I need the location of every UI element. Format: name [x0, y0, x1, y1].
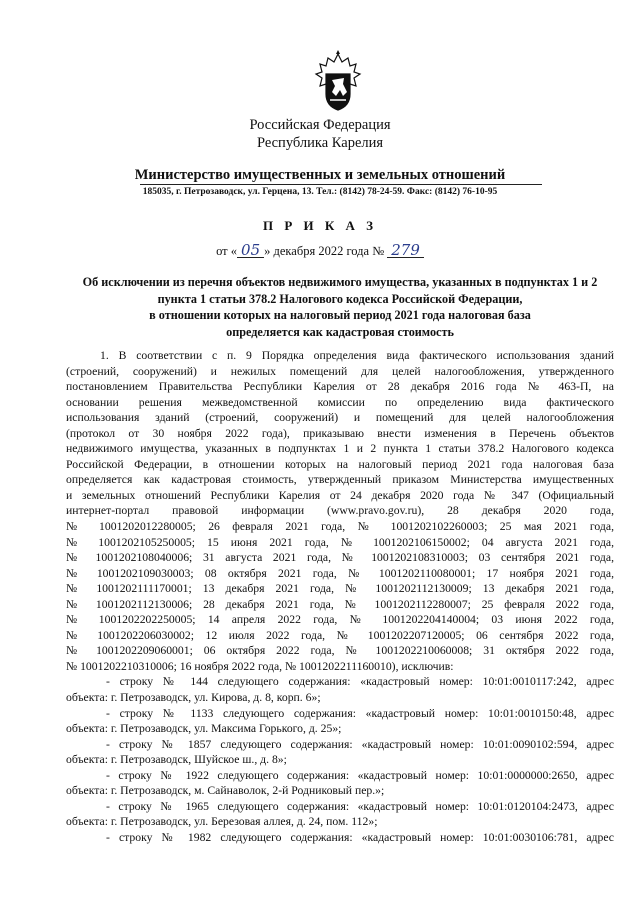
subject-line: в отношении которых на налоговый период 2021 года налоговая база [149, 308, 531, 322]
ministry-name: Министерство имущественных и земельных отношений [134, 167, 506, 183]
body-line: № 1001202109030003; 08 октября 2021 года, № 1001202110080001; 17 ноября 2021 года, [66, 566, 614, 580]
date-middle: » декабря 2022 года № [264, 244, 385, 258]
body-line: № 1001202112130006; 28 декабря 2021 года, № 1001202112280007; 25 февраля 2022 года, [66, 597, 614, 611]
body-line: № 1001202111170001; 13 декабря 2021 года, № 1001202112130009; 13 декабря 2021 года, [66, 582, 614, 596]
subject-line: Об исключении из перечня объектов недвижимого имущества, указанных в подпунктах 1 и 2 [82, 275, 598, 289]
body-line: Российской Федерации, в отношении которых на налоговый период 2021 года налоговая база [66, 457, 614, 471]
body-line: интернет-портал правовой информации (www.pravo.gov.ru), 28 декабря 2020 года, [66, 504, 614, 518]
body-line: основании решения межведомственной комиссии по определению вида фактического [66, 395, 614, 409]
body-line: определяется как кадастровая стоимость, утвержденный приказом Министерства имущественных [66, 473, 614, 487]
body-line: 1. В соответствии с п. 9 Порядка определения вида фактического использования зданий [100, 349, 614, 362]
body-line: № 1001202206030002; 12 июля 2022 года, № 1001202207120005; 06 сентября 2022 года, [66, 628, 614, 642]
body-line: (протокол от 30 ноября 2022 года), приказываю внести изменения в Перечень объектов [66, 426, 614, 440]
body-line: № 1001202210310006; 16 ноября 2022 года, № 1001202211160010), исключив: [66, 659, 454, 673]
exclusion-item: - строку № 144 следующего содержания: «кадастровый номер: 10:01:0010117:242, адрес [106, 675, 614, 689]
exclusion-item: - строку № 1982 следующего содержания: «кадастровый номер: 10:01:0030106:781, адрес [106, 830, 614, 844]
body-line: № 1001202108040006; 31 августа 2021 года, № 1001202108310003; 03 сентября 2021 года, [66, 551, 614, 565]
exclusion-item: - строку № 1922 следующего содержания: «кадастровый номер: 10:01:0000000:2650, адрес [106, 768, 614, 782]
exclusion-item: - строку № 1965 следующего содержания: «кадастровый номер: 10:01:0120104:2473, адрес [106, 799, 614, 813]
handwritten-day: 05 [237, 244, 264, 258]
body-line: и земельных отношений Республики Карелия от 24 декабря 2020 года № 347 (Официальный [66, 488, 614, 502]
subject-line: пункта 1 статьи 378.2 Налогового кодекса Российской Федерации, [157, 291, 523, 306]
country-name: Российская Федерация [249, 117, 391, 133]
exclusion-item-address: объекта: г. Петрозаводск, м. Сайнаволок, 2-й Родниковый пер.»; [66, 784, 385, 798]
header-divider [140, 184, 542, 185]
document-type-title: П Р И К А З [262, 218, 378, 233]
exclusion-item: - строку № 1857 следующего содержания: «кадастровый номер: 10:01:0090102:594, адрес [106, 737, 614, 751]
ministry-address: 185035, г. Петрозаводск, ул. Герцена, 13. Тел.: (8142) 78-24-59. Факс: (8142) 76-10-95 [142, 187, 498, 197]
body-line: постановлением Правительства Республики Карелия от 28 декабря 2016 года № 463-П, на [66, 380, 614, 394]
handwritten-order-number: 279 [387, 244, 424, 258]
exclusion-item-address: объекта: г. Петрозаводск, Шуйское ш., д. 8»; [66, 753, 287, 767]
exclusion-item-address: объекта: г. Петрозаводск, ул. Березовая аллея, д. 24, пом. 112»; [66, 815, 378, 829]
exclusion-item-address: объекта: г. Петрозаводск, ул. Максима Горького, д. 25»; [66, 722, 342, 736]
body-line: № 1001202012280005; 26 февраля 2021 года, № 1001202102260003; 25 мая 2021 года, [66, 520, 614, 534]
subject-line: определяется как кадастровая стоимость [226, 324, 454, 339]
exclusion-item-address: объекта: г. Петрозаводск, ул. Кирова, д. 8, корп. 6»; [66, 691, 321, 705]
order-date-line [0, 241, 640, 259]
date-prefix: от « [216, 244, 238, 258]
body-line: № 1001202209060001; 06 октября 2022 года, № 1001202210060008; 31 октября 2022 года, [66, 644, 614, 658]
body-line: № 1001202202250005; 14 апреля 2022 года, № 1001202204140004; 03 июня 2022 года, [66, 613, 614, 627]
body-line: использования зданий (строений, сооружений) и помещений для целей налогообложения [66, 411, 614, 425]
order-subject [60, 274, 620, 340]
exclusion-item: - строку № 1133 следующего содержания: «кадастровый номер: 10:01:0010150:48, адрес [106, 706, 614, 720]
body-line: (строений, сооружений) и нежилых помещений для целей налогообложения, утвержденного [66, 364, 614, 378]
order-body [66, 348, 614, 846]
body-line: недвижимого имущества, указанных в подпунктах 1 и 2 пункта 1 статьи 378.2 Налогового кодекса [66, 442, 614, 456]
republic-name: Республика Карелия [256, 135, 384, 151]
coat-of-arms-emblem [310, 48, 366, 114]
body-line: № 1001202105250005; 15 июня 2021 года, № 1001202106150002; 04 августа 2021 года, [66, 535, 614, 549]
